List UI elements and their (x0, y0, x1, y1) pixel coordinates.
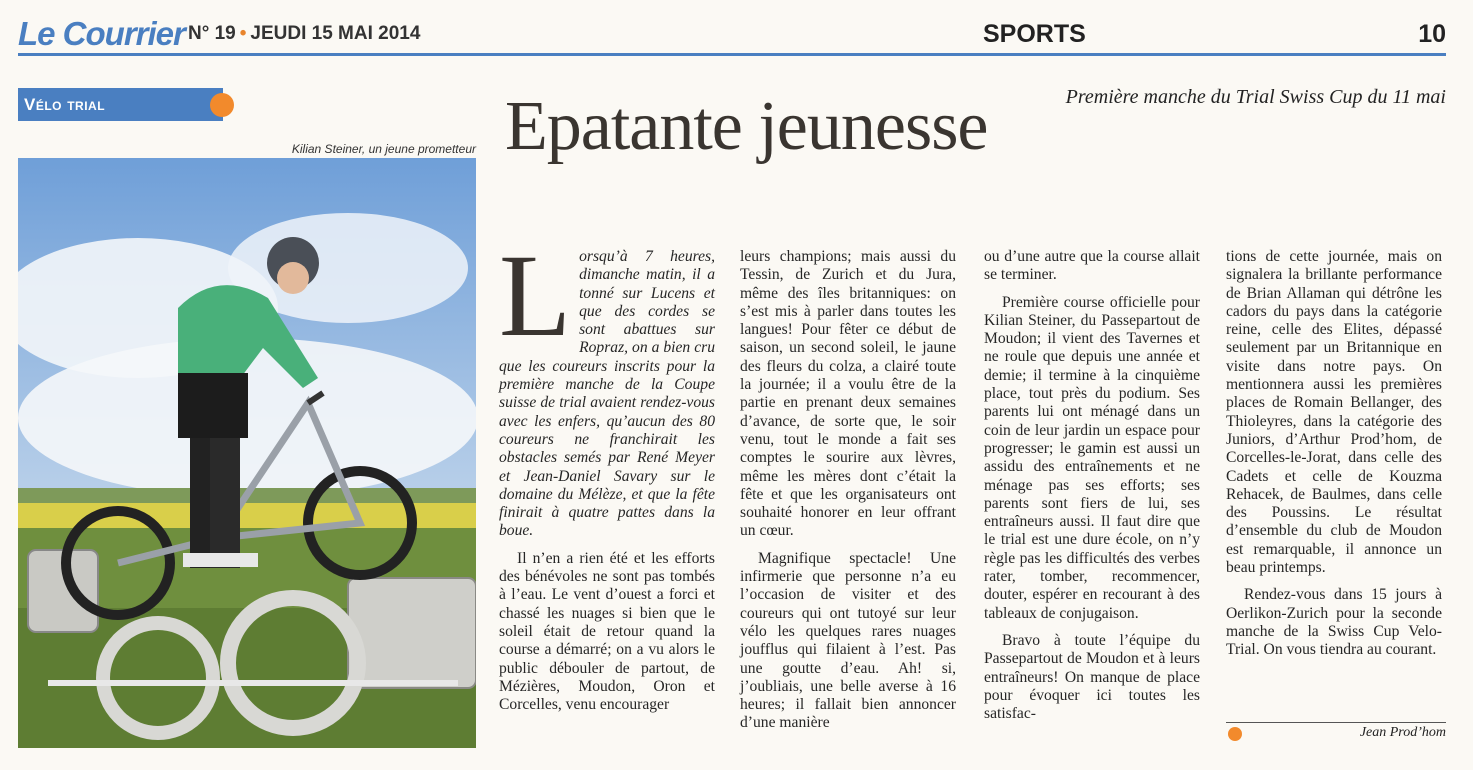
issue-number: N° 19 (188, 23, 236, 44)
article-paragraph: leurs champions; mais aussi du Tessin, de Zurich et du Jura, même des îles britanniques: on s’est mis à parler dans toutes les langues! Pour fêter ce début de saison, un second soleil, le jaune des fleurs du colza, a clairé toute la journée; il a voulu être de la partie en prenant deux semaines d’avance, de sorte que, le soir venu, tout le monde a fait ses comptes le sourire aux lèvres, même les mères dont c’était la fête et que les organisateurs ont souhaité honorer en leur offrant un cœur. (740, 248, 956, 540)
author-name: Jean Prod’hom (1359, 725, 1446, 740)
lead-paragraph: Lorsqu’à 7 heures, dimanche matin, il a tonné sur Lucens et que des cordes se sont abattues sur Ropraz, on a bien cru que les coureurs inscrits pour la première manche de la Coupe suisse de trial avaient rendez-vous avec les enfers, qu’aucun des 80 coureurs ne franchirait les obstacles semés par René Meyer et Jean-Daniel Savary sur le domaine du Mélèze, et que la fête finirait à quatre pattes dans la boue. (499, 230, 715, 540)
article-column-1 (499, 230, 715, 714)
article-paragraph: Il n’en a rien été et les efforts des bénévoles ne sont pas tombés à l’eau. Le vent d’ouest a forci et chassé les nuages si bien que le soleil était de retour quand la course a démarré; on a vu alors le public débouler de partout, de Mézières, Moudon, Oron et Corcelles, venu encourager (499, 549, 715, 714)
page-number: 10 (1418, 20, 1446, 48)
rubric-label: Vélo trial (18, 88, 223, 121)
article-paragraph: Magnifique spectacle! Une infirmerie que personne n’a eu l’occasion de visiter et des coureurs qui ont tutoyé sur leur vélo les quelques rares nuages joufflus qui filaient à l’est. Pas une goutte d’eau. Ah! si, j’oubliais, une belle averse à 16 heures; il fallait bien annoncer d’une manière (740, 549, 956, 732)
issue-line (188, 23, 420, 45)
article-paragraph: Première course officielle pour Kilian Steiner, du Passepartout de Moudon; il vient des Tavernes et ne roule que depuis une année et demie; il termine à la cinquième place, tout près du podium. Ses parents lui ont ménagé dans un coin de leur jardin un espace pour progresser; le gamin est aussi un assidu des entraînements et ne ménage pas ses efforts; ses parents sont fiers de lui, ses entraîneurs aussi. Il faut dire que le trial est une dure école, on n’y règle pas les difficultés des verbes rater, tomber, recommencer, douter, espérer en recourant à des tableaux de conjugaison. (984, 293, 1200, 622)
article-paragraph: Rendez-vous dans 15 jours à Oerlikon-Zurich pour la seconde manche de la Swiss Cup Velo-Trial. On vous tiendra au courant. (1226, 586, 1442, 659)
article-headline: Epatante jeunesse (505, 88, 988, 165)
article-column-2 (740, 248, 956, 733)
header-rule (18, 53, 1446, 56)
article-paragraph: Bravo à toute l’équipe du Passepartout de Moudon et à leurs entraîneurs! On manque de place pour évoquer ici toutes les satisfac- (984, 631, 1200, 723)
article-paragraph: ou d’une autre que la course allait se terminer. (984, 248, 1200, 284)
article-column-4 (1226, 248, 1442, 660)
author-signature (1226, 722, 1446, 745)
trial-rider-illustration (18, 158, 476, 748)
article-column-3 (984, 248, 1200, 723)
article-paragraph: tions de cette journée, mais on signalera la brillante performance de Brian Allaman qui détrône les cadors du pays dans la catégorie reine, celle des Elites, dépassé seulement par un Britannique en visite dans notre pays. On mentionnera aussi les premières places de Romain Bellanger, des Thioleyres, dans la catégorie des Juniors, d’Arthur Prod’hom, de Corcelles-le-Jorat, dans celle des Cadets et celle de Kouzma Rehacek, de Baulmes, dans celle des Poussins. Le résultat d’ensemble du club de Moudon est remarquable, il annonce un beau printemps. (1226, 248, 1442, 577)
signature-dot-icon (1228, 727, 1242, 741)
issue-date: JEUDI 15 MAI 2014 (250, 23, 421, 44)
article-subtitle: Première manche du Trial Swiss Cup du 11 mai (1065, 86, 1446, 108)
article-photo (18, 158, 476, 748)
rubric-dot-icon (210, 93, 234, 117)
bullet-icon: • (239, 23, 247, 44)
masthead (18, 14, 1446, 54)
section-title: SPORTS (983, 20, 1086, 48)
newspaper-logo: Le Courrier (18, 15, 185, 52)
photo-caption: Kilian Steiner, un jeune prometteur (291, 142, 476, 156)
drop-cap: L (499, 230, 572, 361)
